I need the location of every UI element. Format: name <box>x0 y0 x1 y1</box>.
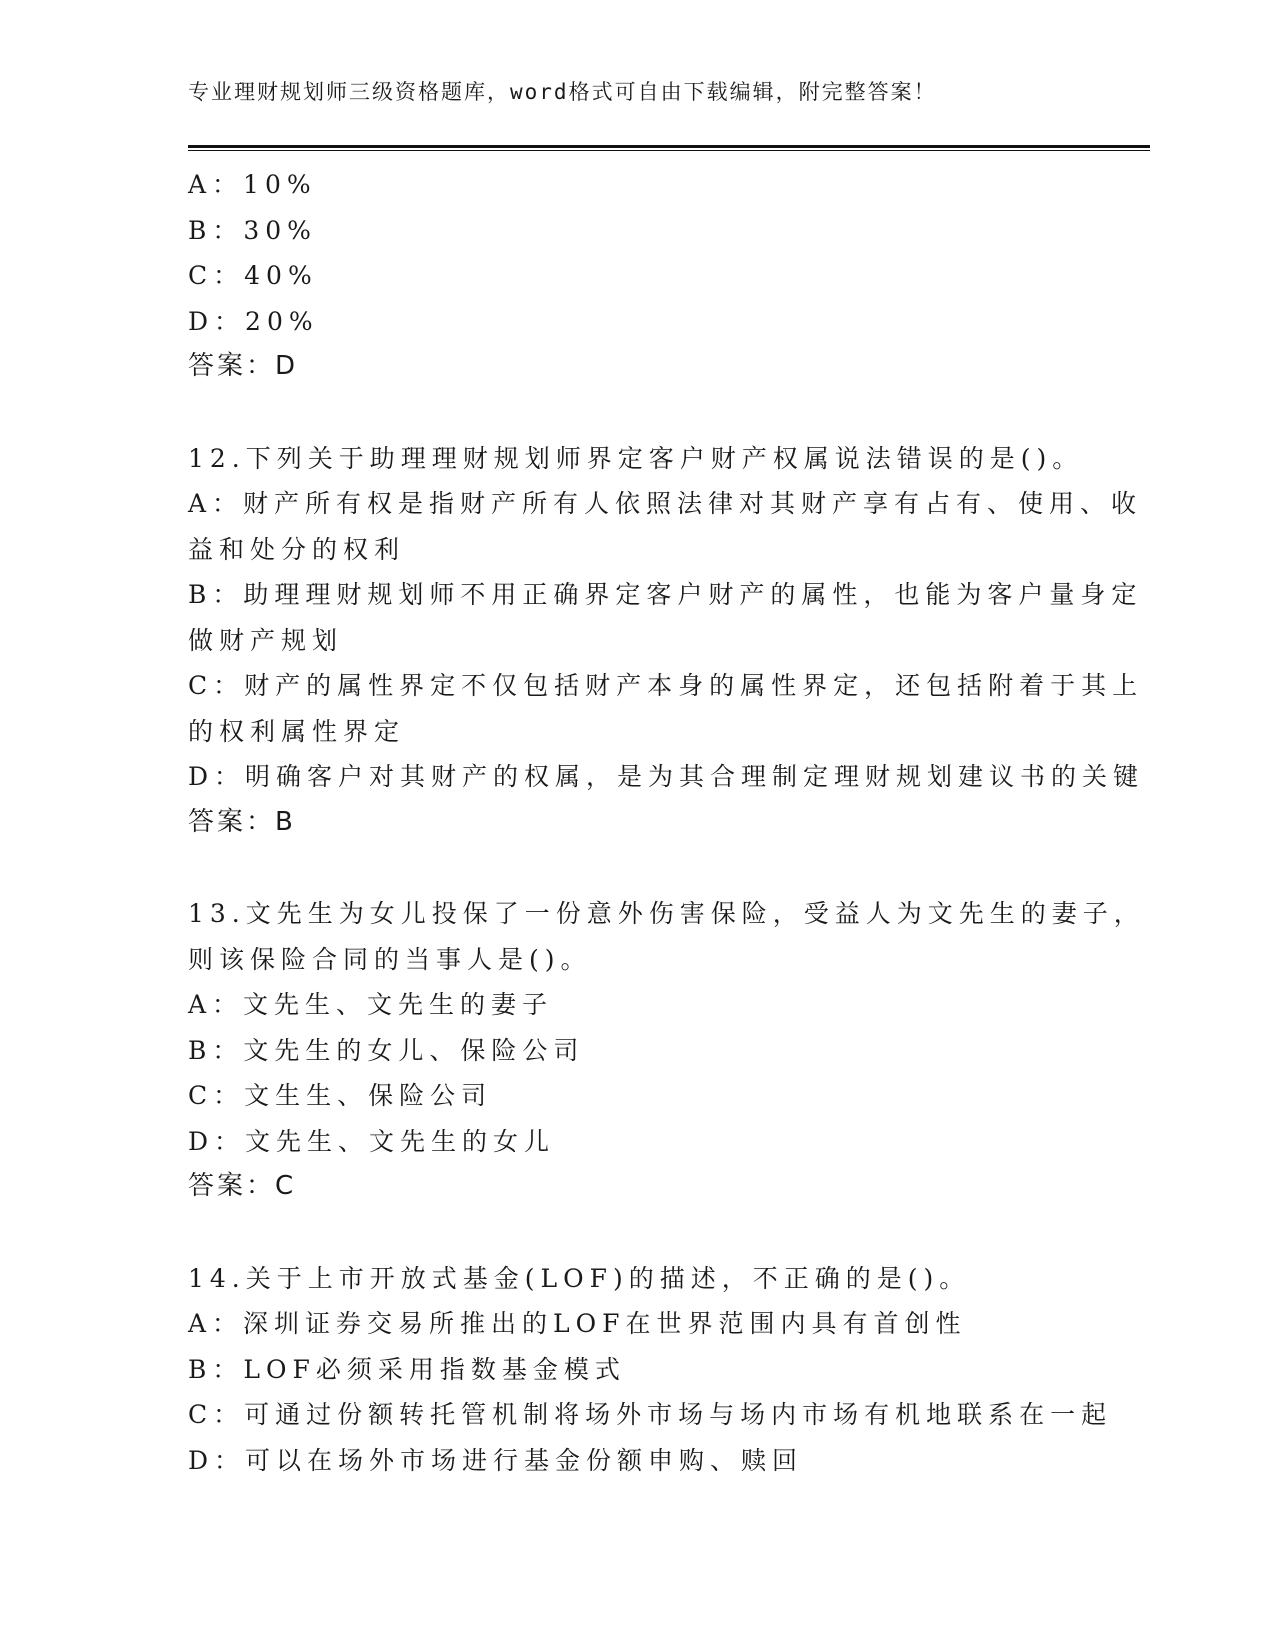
option-d: D：可以在场外市场进行基金份额申购、赎回 <box>188 1445 804 1475</box>
question-14 <box>188 1256 1113 1484</box>
option-a: A：深圳证券交易所推出的LOF在世界范围内具有首创性 <box>188 1309 967 1338</box>
question-stem: 14.关于上市开放式基金(LOF)的描述，不正确的是()。 <box>188 1263 971 1293</box>
header-rule-thick <box>188 145 1150 148</box>
spacer <box>188 390 1088 436</box>
spacer <box>188 1210 1088 1256</box>
option-d: D：20% <box>188 306 319 336</box>
option-d: D：文先生、文先生的女儿 <box>188 1126 556 1156</box>
question-11 <box>188 162 1088 390</box>
option-d: D：明确客户对其财产的权属，是为其合理制定理财规划建议书的关键 <box>188 762 1145 791</box>
option-b: B：文先生的女儿、保险公司 <box>188 1035 585 1065</box>
spacer <box>188 845 1088 891</box>
option-c: C：40% <box>188 261 318 290</box>
question-content <box>188 162 1145 1483</box>
option-b: B：30% <box>188 215 317 245</box>
option-b: B：助理理财规划师不用正确界定客户财产的属性，也能为客户量身定 <box>188 580 1143 609</box>
option-c: C：文生生、保险公司 <box>188 1081 493 1110</box>
question-12 <box>188 436 1145 846</box>
option-c: C：可通过份额转托管机制将场外市场与场内市场有机地联系在一起 <box>188 1400 1113 1429</box>
option-c-continued: 的权利属性界定 <box>188 716 406 746</box>
option-b-continued: 做财产规划 <box>188 625 344 655</box>
question-13 <box>188 891 1145 1210</box>
question-stem: 13.文先生为女儿投保了一份意外伤害保险，受益人为文先生的妻子， <box>188 899 1145 928</box>
answer-line: 答案：C <box>188 1171 297 1201</box>
option-a-continued: 益和处分的权利 <box>188 534 406 564</box>
option-a: A：财产所有权是指财产所有人依照法律对其财产享有占有、使用、收 <box>188 489 1143 518</box>
question-stem-continued: 则该保险合同的当事人是()。 <box>188 944 592 974</box>
option-a: A：文先生、文先生的妻子 <box>188 990 554 1019</box>
answer-line: 答案：B <box>188 806 296 837</box>
option-a: A：10% <box>188 170 317 199</box>
header-rule-thin <box>188 150 1150 151</box>
option-b: B：LOF必须采用指数基金模式 <box>188 1354 626 1384</box>
answer-line: 答案：D <box>188 351 299 381</box>
option-c: C：财产的属性界定不仅包括财产本身的属性界定，还包括附着于其上 <box>188 671 1144 700</box>
question-stem: 12.下列关于助理理财规划师界定客户财产权属说法错误的是()。 <box>188 443 1084 473</box>
page-header: 专业理财规划师三级资格题库，word格式可自由下载编辑，附完整答案！ <box>188 80 937 104</box>
